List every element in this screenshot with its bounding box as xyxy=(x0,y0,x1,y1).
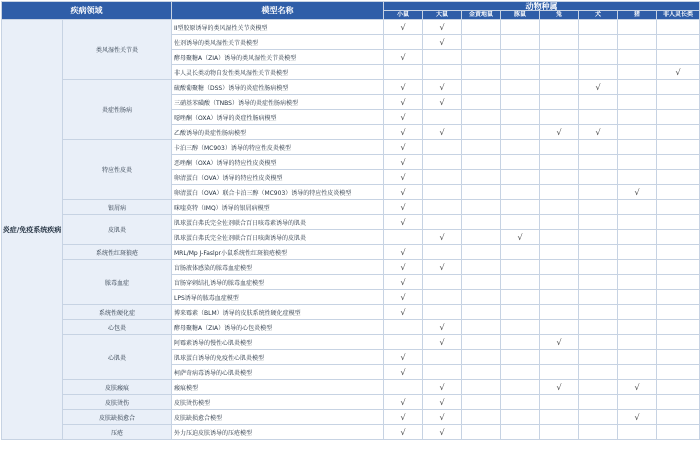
table-row xyxy=(2,215,700,230)
empty-cell xyxy=(618,395,657,410)
model-name-cell: 盲肠穿刺结扎诱导的脓毒血症模型 xyxy=(172,275,384,290)
empty-cell xyxy=(579,215,618,230)
empty-cell xyxy=(423,305,462,320)
check-mark-cell: √ xyxy=(423,80,462,95)
empty-cell xyxy=(579,95,618,110)
header-species-hamster: 金黄地鼠 xyxy=(462,11,501,20)
check-mark-cell: √ xyxy=(579,80,618,95)
empty-cell xyxy=(501,215,540,230)
header-species-dog: 犬 xyxy=(579,11,618,20)
empty-cell xyxy=(540,215,579,230)
check-mark-cell: √ xyxy=(384,245,423,260)
model-name-cell: 噁唑酮（OXA）诱导的炎症性肠病模型 xyxy=(172,110,384,125)
check-mark-cell: √ xyxy=(423,260,462,275)
empty-cell xyxy=(462,335,501,350)
empty-cell xyxy=(657,80,700,95)
empty-cell xyxy=(618,200,657,215)
empty-cell xyxy=(540,185,579,200)
check-mark-cell: √ xyxy=(384,80,423,95)
empty-cell xyxy=(657,95,700,110)
disease-name-cell: 皮肤烫伤 xyxy=(63,395,172,410)
check-mark-cell: √ xyxy=(384,20,423,35)
empty-cell xyxy=(423,245,462,260)
empty-cell xyxy=(579,260,618,275)
model-name-cell: 柯萨奇病毒诱导的心肌炎模型 xyxy=(172,365,384,380)
empty-cell xyxy=(462,425,501,440)
empty-cell xyxy=(423,110,462,125)
empty-cell xyxy=(540,230,579,245)
empty-cell xyxy=(423,185,462,200)
model-name-cell: 非人灵长类动物自发性类风湿性关节炎模型 xyxy=(172,65,384,80)
empty-cell xyxy=(657,350,700,365)
check-mark-cell: √ xyxy=(618,380,657,395)
check-mark-cell: √ xyxy=(384,155,423,170)
empty-cell xyxy=(540,65,579,80)
empty-cell xyxy=(618,170,657,185)
disease-name-cell: 银屑病 xyxy=(63,200,172,215)
empty-cell xyxy=(618,155,657,170)
empty-cell xyxy=(501,275,540,290)
check-mark-cell: √ xyxy=(384,365,423,380)
model-name-cell: 肌球蛋白弗氏完全佐剂联合百日咳毒素诱导的肌炎 xyxy=(172,215,384,230)
empty-cell xyxy=(462,290,501,305)
empty-cell xyxy=(540,290,579,305)
empty-cell xyxy=(423,140,462,155)
empty-cell xyxy=(501,350,540,365)
empty-cell xyxy=(618,65,657,80)
disease-name-cell: 皮肤缺损愈合 xyxy=(63,410,172,425)
empty-cell xyxy=(384,65,423,80)
model-name-cell: 肌球蛋白弗氏完全佐剂联合百日咳菌诱导的皮肌炎 xyxy=(172,230,384,245)
empty-cell xyxy=(540,320,579,335)
disease-name-cell: 心包炎 xyxy=(63,320,172,335)
empty-cell xyxy=(657,125,700,140)
empty-cell xyxy=(501,260,540,275)
empty-cell xyxy=(540,245,579,260)
check-mark-cell: √ xyxy=(384,260,423,275)
disease-name-cell: 压疮 xyxy=(63,425,172,440)
check-mark-cell: √ xyxy=(384,425,423,440)
empty-cell xyxy=(423,155,462,170)
empty-cell xyxy=(462,35,501,50)
table-row xyxy=(2,305,700,320)
empty-cell xyxy=(462,110,501,125)
empty-cell xyxy=(579,350,618,365)
empty-cell xyxy=(579,200,618,215)
empty-cell xyxy=(501,365,540,380)
check-mark-cell: √ xyxy=(423,380,462,395)
empty-cell xyxy=(462,95,501,110)
empty-cell xyxy=(579,320,618,335)
empty-cell xyxy=(657,425,700,440)
check-mark-cell: √ xyxy=(423,320,462,335)
empty-cell xyxy=(618,365,657,380)
table-row xyxy=(2,245,700,260)
check-mark-cell: √ xyxy=(423,35,462,50)
empty-cell xyxy=(462,140,501,155)
check-mark-cell: √ xyxy=(384,125,423,140)
empty-cell xyxy=(540,140,579,155)
empty-cell xyxy=(423,215,462,230)
check-mark-cell: √ xyxy=(423,230,462,245)
check-mark-cell: √ xyxy=(384,170,423,185)
empty-cell xyxy=(540,35,579,50)
empty-cell xyxy=(657,335,700,350)
model-name-cell: 皮肤缺损愈合模型 xyxy=(172,410,384,425)
empty-cell xyxy=(618,320,657,335)
empty-cell xyxy=(579,35,618,50)
empty-cell xyxy=(579,230,618,245)
empty-cell xyxy=(657,395,700,410)
empty-cell xyxy=(462,215,501,230)
table-row xyxy=(2,380,700,395)
disease-name-cell: 系统性红斑狼疮 xyxy=(63,245,172,260)
empty-cell xyxy=(423,365,462,380)
empty-cell xyxy=(540,110,579,125)
empty-cell xyxy=(657,200,700,215)
empty-cell xyxy=(501,410,540,425)
empty-cell xyxy=(540,80,579,95)
empty-cell xyxy=(462,350,501,365)
empty-cell xyxy=(618,20,657,35)
empty-cell xyxy=(579,155,618,170)
empty-cell xyxy=(579,395,618,410)
empty-cell xyxy=(657,305,700,320)
empty-cell xyxy=(618,335,657,350)
disease-name-cell: 心肌炎 xyxy=(63,335,172,380)
empty-cell xyxy=(657,320,700,335)
empty-cell xyxy=(618,125,657,140)
empty-cell xyxy=(423,65,462,80)
model-name-cell: 盲肠液体感染的脓毒血症模型 xyxy=(172,260,384,275)
empty-cell xyxy=(501,185,540,200)
check-mark-cell: √ xyxy=(384,290,423,305)
empty-cell xyxy=(657,365,700,380)
empty-cell xyxy=(462,305,501,320)
empty-cell xyxy=(540,305,579,320)
empty-cell xyxy=(501,80,540,95)
empty-cell xyxy=(462,65,501,80)
empty-cell xyxy=(501,65,540,80)
empty-cell xyxy=(579,425,618,440)
empty-cell xyxy=(540,50,579,65)
empty-cell xyxy=(579,335,618,350)
empty-cell xyxy=(423,290,462,305)
header-disease-domain: 疾病领域 xyxy=(2,2,172,20)
check-mark-cell: √ xyxy=(384,275,423,290)
empty-cell xyxy=(579,110,618,125)
check-mark-cell: √ xyxy=(384,95,423,110)
empty-cell xyxy=(462,80,501,95)
empty-cell xyxy=(579,245,618,260)
disease-name-cell: 炎症性肠病 xyxy=(63,80,172,140)
empty-cell xyxy=(462,320,501,335)
empty-cell xyxy=(501,305,540,320)
empty-cell xyxy=(579,140,618,155)
check-mark-cell: √ xyxy=(384,110,423,125)
empty-cell xyxy=(618,50,657,65)
table-row xyxy=(2,395,700,410)
header-species-mouse: 小鼠 xyxy=(384,11,423,20)
empty-cell xyxy=(657,140,700,155)
header-species-pig: 猪 xyxy=(618,11,657,20)
check-mark-cell: √ xyxy=(423,335,462,350)
empty-cell xyxy=(618,215,657,230)
empty-cell xyxy=(657,35,700,50)
check-mark-cell: √ xyxy=(384,215,423,230)
model-name-cell: 酵母聚糖A（ZIA）诱导的心包炎模型 xyxy=(172,320,384,335)
model-name-cell: 三硝基苯磺酸（TNBS）诱导的炎症性肠病模型 xyxy=(172,95,384,110)
empty-cell xyxy=(657,290,700,305)
empty-cell xyxy=(618,425,657,440)
empty-cell xyxy=(501,155,540,170)
empty-cell xyxy=(579,20,618,35)
table-row xyxy=(2,260,700,275)
empty-cell xyxy=(462,365,501,380)
empty-cell xyxy=(618,260,657,275)
empty-cell xyxy=(462,200,501,215)
model-name-cell: 卵清蛋白（OVA）诱导的特应性皮炎模型 xyxy=(172,170,384,185)
empty-cell xyxy=(579,410,618,425)
empty-cell xyxy=(657,110,700,125)
check-mark-cell: √ xyxy=(540,125,579,140)
model-name-cell: 外力压迫皮肤诱导的压疮模型 xyxy=(172,425,384,440)
table-row xyxy=(2,200,700,215)
empty-cell xyxy=(540,365,579,380)
empty-cell xyxy=(462,260,501,275)
empty-cell xyxy=(501,95,540,110)
model-name-cell: 肌球蛋白诱导的免疫性心肌炎模型 xyxy=(172,350,384,365)
empty-cell xyxy=(384,335,423,350)
empty-cell xyxy=(423,350,462,365)
empty-cell xyxy=(618,80,657,95)
check-mark-cell: √ xyxy=(384,350,423,365)
check-mark-cell: √ xyxy=(579,125,618,140)
empty-cell xyxy=(501,290,540,305)
check-mark-cell: √ xyxy=(423,395,462,410)
empty-cell xyxy=(501,20,540,35)
table-row xyxy=(2,140,700,155)
empty-cell xyxy=(657,260,700,275)
table-row xyxy=(2,425,700,440)
empty-cell xyxy=(657,20,700,35)
model-name-cell: 瘢痕模型 xyxy=(172,380,384,395)
model-name-cell: 皮肤烫伤模型 xyxy=(172,395,384,410)
empty-cell xyxy=(540,410,579,425)
empty-cell xyxy=(657,380,700,395)
empty-cell xyxy=(501,170,540,185)
empty-cell xyxy=(618,35,657,50)
empty-cell xyxy=(462,185,501,200)
model-name-cell: II型胶原诱导的类风湿性关节炎模型 xyxy=(172,20,384,35)
header-species-nhp: 非人灵长类 xyxy=(657,11,700,20)
model-name-cell: 博来霉素（BLM）诱导的皮肤系统性硬化症模型 xyxy=(172,305,384,320)
empty-cell xyxy=(579,170,618,185)
check-mark-cell: √ xyxy=(657,65,700,80)
empty-cell xyxy=(618,95,657,110)
disease-name-cell: 皮肌炎 xyxy=(63,215,172,245)
empty-cell xyxy=(462,125,501,140)
empty-cell xyxy=(540,260,579,275)
check-mark-cell: √ xyxy=(540,335,579,350)
empty-cell xyxy=(657,170,700,185)
table-row xyxy=(2,80,700,95)
empty-cell xyxy=(618,140,657,155)
empty-cell xyxy=(540,170,579,185)
table-body xyxy=(2,20,700,440)
empty-cell xyxy=(618,245,657,260)
empty-cell xyxy=(579,275,618,290)
model-name-cell: 恶唑酮（OXA）诱导的特应性皮炎模型 xyxy=(172,155,384,170)
check-mark-cell: √ xyxy=(501,230,540,245)
check-mark-cell: √ xyxy=(423,20,462,35)
empty-cell xyxy=(657,185,700,200)
empty-cell xyxy=(540,395,579,410)
empty-cell xyxy=(579,65,618,80)
header-species-guinea-pig: 豚鼠 xyxy=(501,11,540,20)
empty-cell xyxy=(462,230,501,245)
empty-cell xyxy=(657,155,700,170)
empty-cell xyxy=(501,110,540,125)
model-name-cell: 佐剂诱导的类风湿性关节炎模型 xyxy=(172,35,384,50)
empty-cell xyxy=(657,275,700,290)
empty-cell xyxy=(462,275,501,290)
check-mark-cell: √ xyxy=(384,305,423,320)
disease-name-cell: 脓毒血症 xyxy=(63,260,172,305)
empty-cell xyxy=(462,380,501,395)
empty-cell xyxy=(618,275,657,290)
model-name-cell: 咪喹莫特（IMQ）诱导的银屑病模型 xyxy=(172,200,384,215)
header-species-group: 动物种属 xyxy=(384,2,700,11)
empty-cell xyxy=(423,275,462,290)
check-mark-cell: √ xyxy=(618,410,657,425)
empty-cell xyxy=(540,425,579,440)
check-mark-cell: √ xyxy=(423,425,462,440)
empty-cell xyxy=(501,380,540,395)
disease-domain-cell: 炎症/免疫系统疾病 xyxy=(2,20,63,440)
model-name-cell: LPS诱导的脓毒血症模型 xyxy=(172,290,384,305)
check-mark-cell: √ xyxy=(618,185,657,200)
check-mark-cell: √ xyxy=(384,185,423,200)
empty-cell xyxy=(462,20,501,35)
empty-cell xyxy=(579,50,618,65)
empty-cell xyxy=(618,290,657,305)
empty-cell xyxy=(579,365,618,380)
empty-cell xyxy=(540,275,579,290)
empty-cell xyxy=(657,215,700,230)
empty-cell xyxy=(657,245,700,260)
empty-cell xyxy=(540,20,579,35)
empty-cell xyxy=(618,350,657,365)
model-name-cell: 硫酸葡聚糖（DSS）诱导的炎症性肠病模型 xyxy=(172,80,384,95)
empty-cell xyxy=(423,200,462,215)
model-name-cell: MRL/Mp J-Faslpr小鼠系统性红斑狼疮模型 xyxy=(172,245,384,260)
table-row xyxy=(2,410,700,425)
empty-cell xyxy=(501,395,540,410)
check-mark-cell: √ xyxy=(423,95,462,110)
header-species-rat: 大鼠 xyxy=(423,11,462,20)
model-name-cell: 卵清蛋白（OVA）联合卡泊三醇（MC903）诱导的特应性皮炎模型 xyxy=(172,185,384,200)
empty-cell xyxy=(501,140,540,155)
empty-cell xyxy=(423,170,462,185)
animal-model-table xyxy=(1,1,700,440)
empty-cell xyxy=(501,245,540,260)
model-name-cell: 酵母聚糖A（ZIA）诱导的类风湿性关节炎模型 xyxy=(172,50,384,65)
empty-cell xyxy=(462,245,501,260)
empty-cell xyxy=(462,395,501,410)
disease-name-cell: 特应性皮炎 xyxy=(63,140,172,200)
check-mark-cell: √ xyxy=(384,395,423,410)
empty-cell xyxy=(501,320,540,335)
disease-name-cell: 系统性硬化症 xyxy=(63,305,172,320)
check-mark-cell: √ xyxy=(384,50,423,65)
empty-cell xyxy=(618,230,657,245)
empty-cell xyxy=(657,50,700,65)
empty-cell xyxy=(501,200,540,215)
empty-cell xyxy=(618,305,657,320)
table-row xyxy=(2,320,700,335)
empty-cell xyxy=(462,410,501,425)
empty-cell xyxy=(384,320,423,335)
empty-cell xyxy=(579,380,618,395)
empty-cell xyxy=(462,155,501,170)
empty-cell xyxy=(501,335,540,350)
empty-cell xyxy=(540,350,579,365)
empty-cell xyxy=(540,200,579,215)
empty-cell xyxy=(501,425,540,440)
empty-cell xyxy=(579,290,618,305)
check-mark-cell: √ xyxy=(384,410,423,425)
empty-cell xyxy=(501,125,540,140)
check-mark-cell: √ xyxy=(384,200,423,215)
header-model-name: 模型名称 xyxy=(172,2,384,20)
header-row-top xyxy=(2,2,700,11)
empty-cell xyxy=(462,50,501,65)
check-mark-cell: √ xyxy=(384,140,423,155)
empty-cell xyxy=(384,230,423,245)
empty-cell xyxy=(501,50,540,65)
empty-cell xyxy=(618,110,657,125)
empty-cell xyxy=(384,35,423,50)
empty-cell xyxy=(540,155,579,170)
disease-name-cell: 类风湿性关节炎 xyxy=(63,20,172,80)
header-species-rabbit: 兔 xyxy=(540,11,579,20)
disease-name-cell: 皮肤瘢痕 xyxy=(63,380,172,395)
model-name-cell: 乙酸诱导的炎症性肠病模型 xyxy=(172,125,384,140)
empty-cell xyxy=(579,305,618,320)
model-name-cell: 卡泊三醇（MC903）诱导的特应性皮炎模型 xyxy=(172,140,384,155)
model-name-cell: 阿霉素诱导的慢性心肌炎模型 xyxy=(172,335,384,350)
empty-cell xyxy=(540,95,579,110)
empty-cell xyxy=(423,50,462,65)
empty-cell xyxy=(579,185,618,200)
check-mark-cell: √ xyxy=(540,380,579,395)
check-mark-cell: √ xyxy=(423,125,462,140)
table-row xyxy=(2,20,700,35)
table-row xyxy=(2,335,700,350)
empty-cell xyxy=(657,230,700,245)
empty-cell xyxy=(462,170,501,185)
empty-cell xyxy=(501,35,540,50)
empty-cell xyxy=(384,380,423,395)
empty-cell xyxy=(657,410,700,425)
check-mark-cell: √ xyxy=(423,410,462,425)
